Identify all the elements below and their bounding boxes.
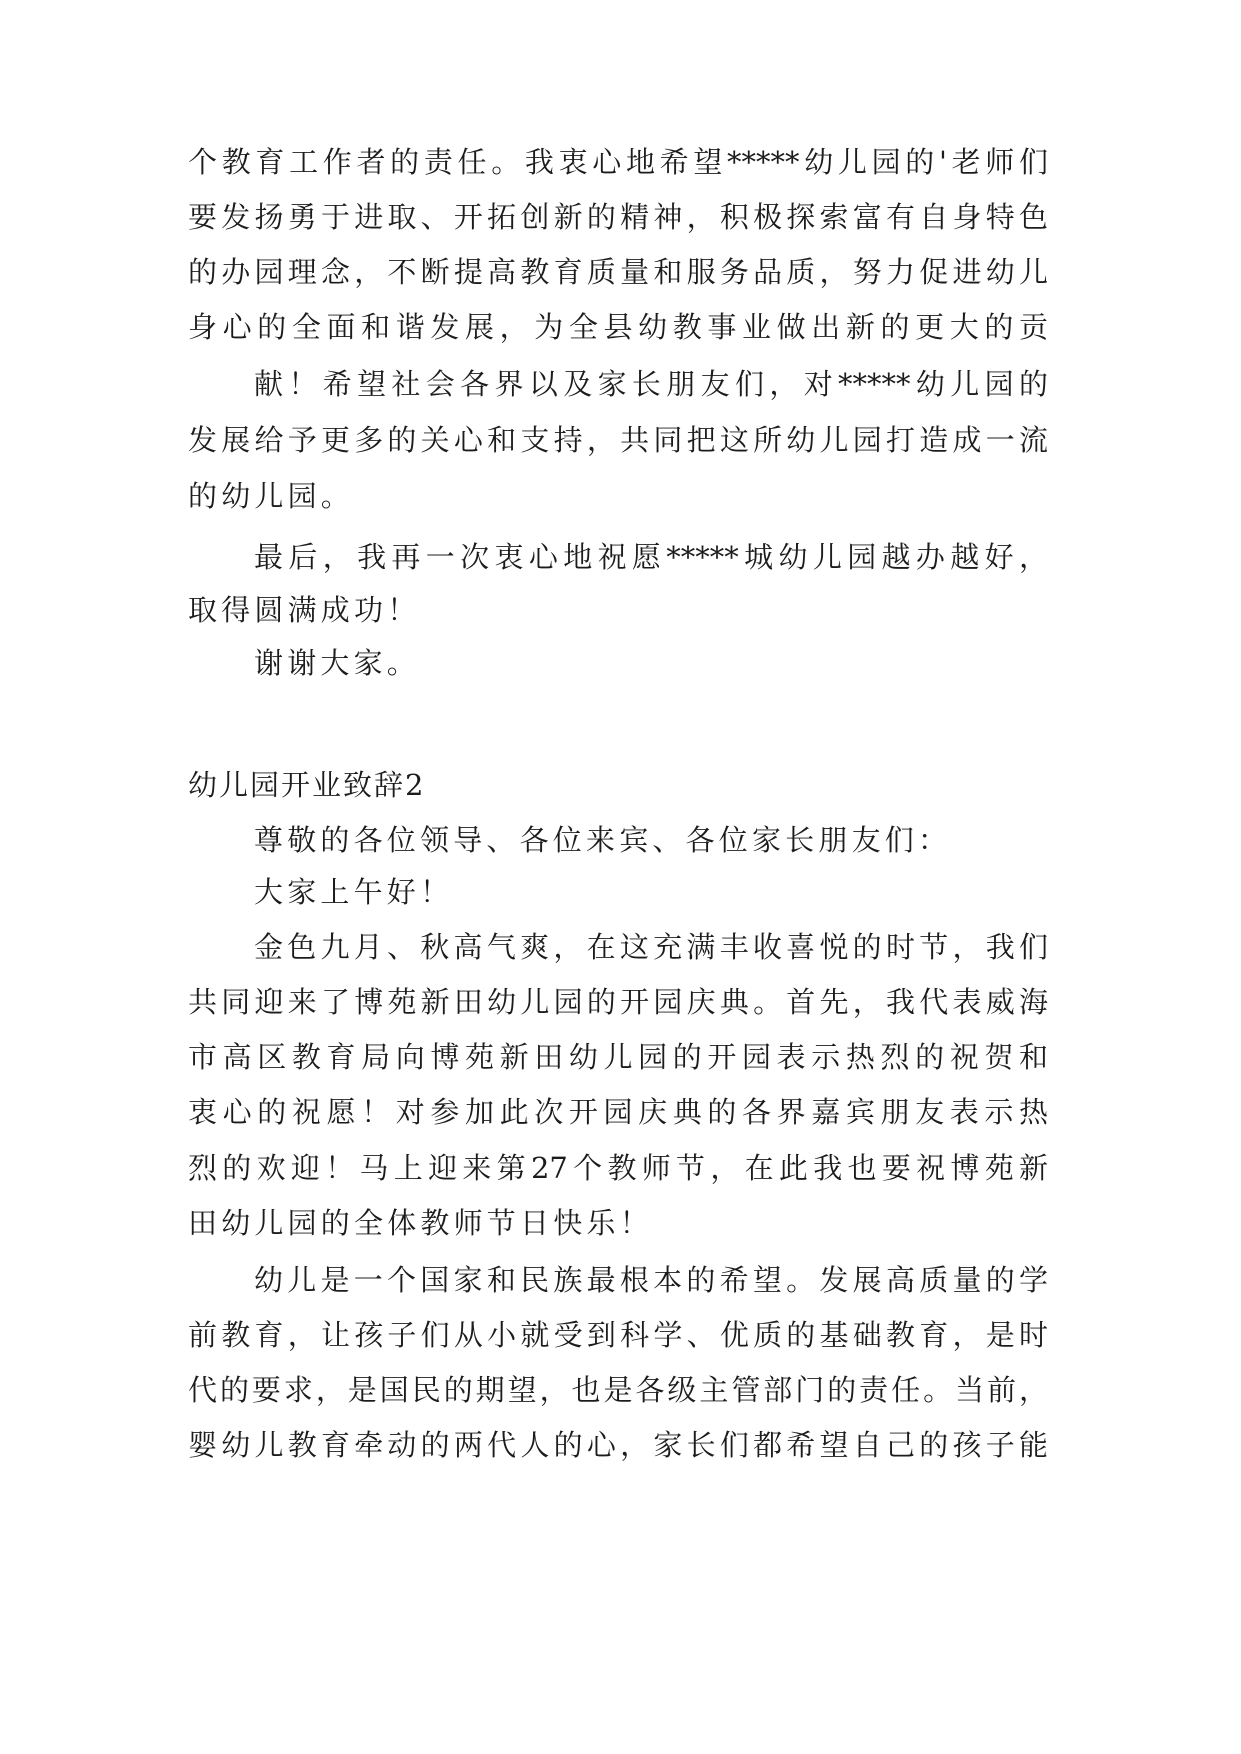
section-heading: 幼儿园开业致辞2 [188, 768, 426, 802]
text-line: 个教育工作者的责任。我衷心地希望*****幼儿园的'老师们 [188, 145, 1048, 179]
salutation: 尊敬的各位领导、各位来宾、各位家长朋友们： [254, 823, 952, 857]
text-line: 前教育，让孩子们从小就受到科学、优质的基础教育，是时 [188, 1318, 1048, 1352]
text-line: 的办园理念，不断提高教育质量和服务品质，努力促进幼儿 [188, 255, 1048, 289]
text-line: 的幼儿园。 [188, 479, 355, 513]
text-line: 幼儿是一个国家和民族最根本的希望。发展高质量的学 [254, 1263, 1048, 1297]
text-line: 烈的欢迎！马上迎来第27个教师节，在此我也要祝博苑新 [188, 1151, 1048, 1185]
text-line: 谢谢大家。 [254, 646, 421, 680]
text-line: 发展给予更多的关心和支持，共同把这所幼儿园打造成一流 [188, 423, 1048, 457]
text-line: 金色九月、秋高气爽，在这充满丰收喜悦的时节，我们 [254, 930, 1048, 964]
text-line: 市高区教育局向博苑新田幼儿园的开园表示热烈的祝贺和 [188, 1040, 1048, 1074]
text-line: 田幼儿园的全体教师节日快乐！ [188, 1206, 653, 1240]
text-line: 共同迎来了博苑新田幼儿园的开园庆典。首先，我代表威海 [188, 985, 1048, 1019]
text-line: 最后，我再一次衷心地祝愿*****城幼儿园越办越好， [254, 540, 1048, 574]
text-line: 衷心的祝愿！对参加此次开园庆典的各界嘉宾朋友表示热 [188, 1095, 1048, 1129]
text-line: 代的要求，是国民的期望，也是各级主管部门的责任。当前， [188, 1373, 1048, 1407]
greeting: 大家上午好！ [254, 875, 454, 909]
text-line: 身心的全面和谐发展，为全县幼教事业做出新的更大的贡 [188, 310, 1048, 344]
text-line: 取得圆满成功！ [188, 593, 421, 627]
text-line: 要发扬勇于进取、开拓创新的精神，积极探索富有自身特色 [188, 200, 1048, 234]
text-line: 婴幼儿教育牵动的两代人的心，家长们都希望自己的孩子能 [188, 1428, 1048, 1462]
text-line: 献！希望社会各界以及家长朋友们，对*****幼儿园的 [254, 367, 1048, 401]
